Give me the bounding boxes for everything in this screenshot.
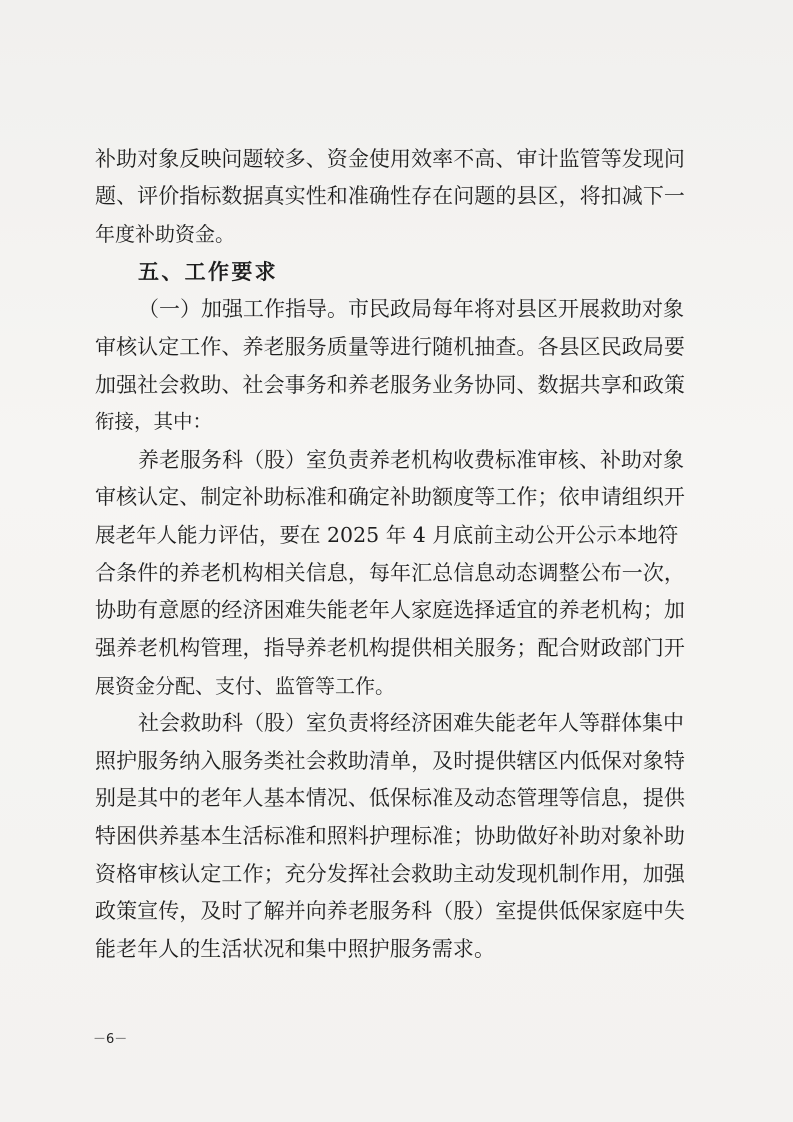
text-line: 特困供养基本生活标准和照料护理标准；协助做好补助对象补助: [95, 824, 685, 848]
text-line: 加强社会救助、社会事务和养老服务业务协同、数据共享和政策: [95, 373, 685, 397]
text-line: 政策宣传，及时了解并向养老服务科（股）室提供低保家庭中失: [95, 899, 685, 923]
text-line: 题、评价指标数据真实性和准确性存在问题的县区，将扣减下一: [95, 184, 685, 208]
text-line: 社会救助科（股）室负责将经济困难失能老年人等群体集中: [138, 711, 684, 735]
section-heading: 五、工作要求: [138, 260, 278, 284]
text-line: 展老年人能力评估，要在 2025 年 4 月底前主动公开公示本地符: [95, 523, 679, 547]
text-line: 养老服务科（股）室负责养老机构收费标准审核、补助对象: [138, 448, 684, 472]
text-line: 照护服务纳入服务类社会救助清单，及时提供辖区内低保对象特: [95, 749, 685, 773]
text-line: 强养老机构管理，指导养老机构提供相关服务；配合财政部门开: [95, 636, 685, 660]
text-line: 别是其中的老年人基本情况、低保标准及动态管理等信息，提供: [95, 786, 685, 810]
text-line: 协助有意愿的经济困难失能老年人家庭选择适宜的养老机构；加: [95, 598, 685, 622]
text-line: 合条件的养老机构相关信息，每年汇总信息动态调整公布一次，: [95, 561, 685, 585]
text-line: 年度补助资金。: [95, 222, 235, 246]
text-line: 补助对象反映问题较多、资金使用效率不高、审计监管等发现问: [95, 147, 685, 171]
text-line: 能老年人的生活状况和集中照护服务需求。: [95, 937, 495, 961]
text-line: 审核认定工作、养老服务质量等进行随机抽查。各县区民政局要: [95, 335, 685, 359]
text-line: 资格审核认定工作；充分发挥社会救助主动发现机制作用，加强: [95, 862, 685, 886]
text-line: 展资金分配、支付、监管等工作。: [95, 674, 395, 698]
text-line: （一）加强工作指导。市民政局每年将对县区开展救助对象: [138, 297, 684, 321]
text-line: 审核认定、制定补助标准和确定补助额度等工作；依申请组织开: [95, 485, 685, 509]
text-line: 衔接，其中：: [95, 410, 213, 433]
page-number: －6－: [93, 1032, 128, 1047]
